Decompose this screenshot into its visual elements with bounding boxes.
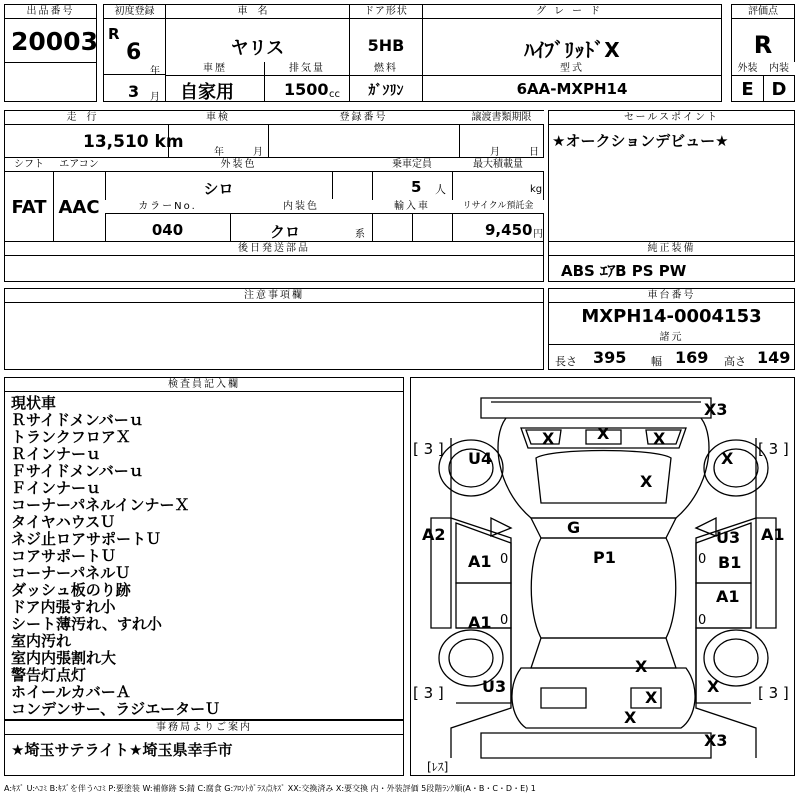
ext-color: シロ xyxy=(203,180,234,198)
inspector-item: 室内内張割れ大 xyxy=(11,649,117,667)
inspector-list xyxy=(11,395,220,718)
mark-x-trunk: X xyxy=(635,657,648,676)
mark-a1-right-door: A1 xyxy=(716,587,740,606)
displacement: 1500 xyxy=(284,80,329,99)
import-label: 輸入車 xyxy=(372,200,452,214)
caution-label: 注意事項欄 xyxy=(5,289,543,303)
width-label: 幅 xyxy=(651,355,662,368)
mark-x-bumper: X xyxy=(645,688,658,707)
inspection-year-unit: 年 xyxy=(214,147,224,158)
mark-x-front-right: X xyxy=(721,449,734,468)
inspector-item: Ｒサイドメンバーｕ xyxy=(11,411,144,429)
office-box xyxy=(4,720,404,776)
recycle-unit: 円 xyxy=(533,229,543,240)
mark-b1: B1 xyxy=(718,553,742,572)
inspector-item: シート薄汚れ、すれ小 xyxy=(11,615,162,633)
height-label: 高さ xyxy=(724,355,746,368)
equip-box xyxy=(548,241,795,282)
mark-zero-3: 0 xyxy=(500,613,509,628)
exterior-label: 外装 xyxy=(732,62,763,76)
inspector-label: 検査員記入欄 xyxy=(5,378,403,392)
shift: FAT xyxy=(11,197,47,218)
reg-month-unit: 月 xyxy=(150,92,160,103)
exterior-score: E xyxy=(741,79,754,100)
colorno-label: カラーNo. xyxy=(105,200,230,214)
inspector-item: ネジ止ロアサポートＵ xyxy=(11,530,162,548)
mark-glass-2: X xyxy=(597,424,610,443)
ac: AAC xyxy=(58,197,100,218)
door: 5HB xyxy=(367,36,405,55)
capacity: 5 xyxy=(411,178,422,196)
chassis-box xyxy=(548,288,795,370)
carname: ヤリス xyxy=(230,38,285,59)
ext-color-label: 外装色 xyxy=(105,158,372,172)
mark-g: G xyxy=(567,518,581,537)
office-label: 事務局よりご案内 xyxy=(5,721,403,735)
mark-x3-top: X3 xyxy=(704,400,728,419)
int-color-label: 内装色 xyxy=(230,200,372,214)
chassis-label: 車台番号 xyxy=(549,289,794,303)
inspection-label: 車検 xyxy=(168,111,268,125)
chassis-number: MXPH14-0004153 xyxy=(581,306,762,327)
transfer-month-unit: 月 xyxy=(490,147,500,158)
later-parts-box xyxy=(4,241,544,282)
mark-x-rear-right: X xyxy=(707,677,720,696)
lot-label: 出品番号 xyxy=(5,5,96,19)
recycle: 9,450 xyxy=(485,221,533,239)
inspector-item: Ｒインナーｕ xyxy=(11,445,102,463)
inspector-box xyxy=(4,377,404,721)
equip: ABS ｴｱB PS PW xyxy=(561,262,687,280)
inspector-item: トランクフロアＸ xyxy=(11,428,131,446)
inspector-item: ホイールカバーＡ xyxy=(11,683,131,701)
grade-label: グレード xyxy=(423,5,721,19)
width: 169 xyxy=(675,348,709,367)
interior-score: D xyxy=(771,79,787,100)
transfer-day-unit: 日 xyxy=(529,147,539,158)
inspector-item: 現状車 xyxy=(11,394,57,412)
model: 6AA-MXPH14 xyxy=(516,80,628,98)
score-label: 評価点 xyxy=(732,5,794,19)
inspector-item: タイヤハウスＵ xyxy=(11,513,116,531)
office-text: ★埼玉サテライト★埼玉県幸手市 xyxy=(11,741,233,759)
mark-x-hood: X xyxy=(640,472,653,491)
score: R xyxy=(753,31,773,59)
mark-glass-3: X xyxy=(653,429,666,448)
recycle-label: リサイクル預託金 xyxy=(452,200,544,214)
length: 395 xyxy=(593,348,627,367)
capacity-unit: 人 xyxy=(435,183,446,196)
inspector-item: コンデンサー、ラジエーターＵ xyxy=(11,700,221,718)
mark-a2: A2 xyxy=(422,525,446,544)
reg-year-unit: 年 xyxy=(150,66,160,77)
equip-label: 純正装備 xyxy=(549,242,794,256)
mark-u3-right: U3 xyxy=(716,528,741,547)
mark-a1-left-rear: A1 xyxy=(468,613,492,632)
mark-zero-2: 0 xyxy=(698,552,707,567)
colorno: 040 xyxy=(151,221,184,239)
legend: A:ｷｽﾞ U:ﾍｺﾐ B:ｷｽﾞを伴うﾍｺﾐ P:要塗装 W:補修跡 S:錆 C:腐食 G:ﾌﾛﾝﾄｶﾞﾗｽ点ｷｽﾞ XX:交換済み X:要交換 内・外装評価 5段階ﾗﾝｸ順(A・B・C・D・E) 1 xyxy=(4,784,536,793)
spare-tire: [ﾚｽ] xyxy=(427,760,449,774)
registration-box xyxy=(103,4,166,102)
mark-u4: U4 xyxy=(468,449,493,468)
regno-label: 登録番号 xyxy=(268,111,459,125)
history: 自家用 xyxy=(180,82,234,103)
length-label: 長さ xyxy=(555,355,577,368)
lot-number: 20003 xyxy=(11,27,98,56)
car-diagram xyxy=(410,377,795,776)
sales-label: セールスポイント xyxy=(549,111,794,125)
inspector-item: 室内汚れ xyxy=(11,632,72,650)
shift-label: シフト xyxy=(5,158,53,172)
reg-year: 6 xyxy=(126,40,142,65)
carname-label: 車名 xyxy=(166,5,349,19)
score-box xyxy=(731,4,795,102)
displacement-label: 排気量 xyxy=(264,62,350,76)
door-box xyxy=(349,4,423,102)
later-parts-label: 後日発送部品 xyxy=(5,242,543,256)
inspector-item: コーナーパネルインナーＸ xyxy=(11,496,190,514)
mark-x-bottom: X xyxy=(624,708,637,727)
lot-box xyxy=(4,4,97,102)
mark-x3-bottom: X3 xyxy=(704,731,728,750)
inspector-item: コアサポートＵ xyxy=(11,547,117,565)
spec-box xyxy=(4,158,544,242)
caution-box xyxy=(4,288,544,370)
mark-a1-right-edge: A1 xyxy=(761,525,785,544)
inspector-item: 警告灯点灯 xyxy=(11,666,87,684)
mark-zero-1: 0 xyxy=(500,552,509,567)
tire-rear-right: [ 3 ] xyxy=(758,684,789,702)
int-color-unit: 系 xyxy=(355,229,365,240)
sales-box xyxy=(548,110,795,256)
mileage: 13,510 km xyxy=(83,132,184,152)
mileage-label: 走行 xyxy=(5,111,168,125)
capacity-label: 乗車定員 xyxy=(372,158,452,172)
reg-month: 3 xyxy=(128,82,140,101)
tire-front-left: [ 3 ] xyxy=(413,440,444,458)
mark-a1-left-front: A1 xyxy=(468,552,492,571)
grade: ﾊｲﾌﾞﾘｯﾄﾞX xyxy=(524,38,620,62)
tire-rear-left: [ 3 ] xyxy=(413,684,444,702)
fuel: ｶﾞｿﾘﾝ xyxy=(368,83,404,99)
tire-front-right: [ 3 ] xyxy=(758,440,789,458)
interior-label: 内装 xyxy=(763,62,795,76)
specs-label: 諸元 xyxy=(549,331,794,345)
fuel-label: 燃料 xyxy=(350,62,422,76)
inspector-item: コーナーパネルＵ xyxy=(11,564,131,582)
era: R xyxy=(108,25,120,43)
int-color: クロ xyxy=(269,223,300,241)
sales-text: ★オークションデビュー★ xyxy=(552,132,729,150)
grade-box xyxy=(422,4,722,102)
mark-u3-left: U3 xyxy=(482,677,507,696)
transfer-label: 譲渡書類期限 xyxy=(459,111,544,125)
mark-p1: P1 xyxy=(593,548,616,567)
registration-label: 初度登録 xyxy=(104,5,165,19)
load-unit: kg xyxy=(530,184,543,195)
ac-label: エアコン xyxy=(53,158,105,172)
mark-zero-4: 0 xyxy=(698,613,707,628)
height: 149 xyxy=(757,348,791,367)
carname-box xyxy=(165,4,350,102)
model-label: 型式 xyxy=(423,62,721,76)
inspection-month-unit: 月 xyxy=(253,147,263,158)
history-label: 車歴 xyxy=(166,62,264,76)
mileage-box xyxy=(4,110,544,158)
inspector-item: ドア内張すれ小 xyxy=(11,598,116,616)
inspector-item: Ｆサイドメンバーｕ xyxy=(11,462,144,480)
inspector-item: ダッシュ板のり跡 xyxy=(11,581,131,599)
inspector-item: Ｆインナーｕ xyxy=(11,479,102,497)
mark-glass-1: X xyxy=(542,429,555,448)
displacement-unit: cc xyxy=(329,89,340,100)
door-label: ドア形状 xyxy=(350,5,422,19)
load-label: 最大積載量 xyxy=(452,158,544,172)
